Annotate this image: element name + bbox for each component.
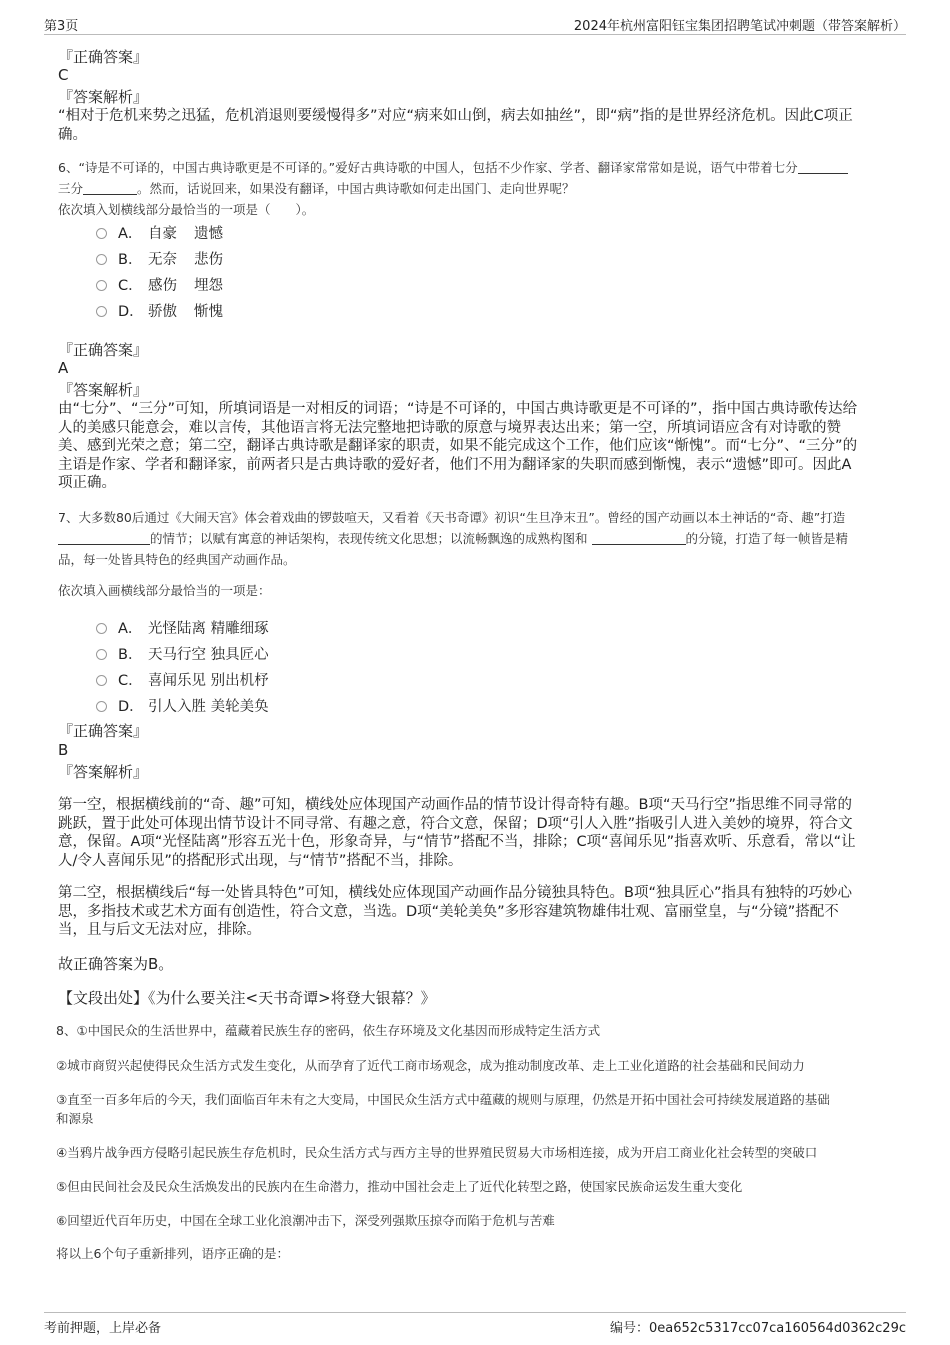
q8-item: ⑥回望近代百年历史，中国在全球工业化浪潮冲击下，深受列强欺压掠夺而陷于危机与苦难 [56,1213,555,1228]
q7-answer-label: 『正确答案』 [58,722,149,740]
q7-analysis-line: 人/令人喜闻乐见”的搭配形式出现，与“情节”搭配不当，排除。 [58,852,463,869]
q7-analysis-label: 『答案解析』 [58,763,149,781]
q7-source-label: 【文段出处】 [58,989,149,1007]
document-code: 编号：0ea652c5317cc07ca160564d0362c29c [609,1321,906,1336]
q7-stem-line: 的情节；以赋有寓意的神话架构，表现传统文化思想；以流畅飘逸的成熟构图和 [150,531,588,546]
q7-analysis-line: 当，且与后文无法对应，排除。 [58,922,261,939]
q6-analysis-line: 由“七分”、“三分”可知，所填词语是一对相反的词语；“诗是不可译的，中国古典诗歌更是不可译的”，指中国古典诗歌传达给 [58,401,858,417]
q7-stem-line: 的分镜，打造了每一帧皆是精 [685,531,849,546]
q7-source [58,989,436,1008]
q5-analysis-line: “相对于危机来势之迅猛，危机消退则要缓慢得多”对应“病来如山倒，病去如抽丝”，即“病”指的是世界经济危机。因此C项正 [58,108,853,124]
q7-analysis-line: 思，多指技术或艺术方面有创造性，符合文意，当选。D项“美轮美奂”多形容建筑物雄伟壮观、富丽堂皇，与“分镜”搭配不 [58,903,839,920]
q7-option-a[interactable]: A． 光怪陆离 精雕细琢 [96,617,269,637]
radio-icon[interactable] [96,623,107,634]
q5-analysis-label: 『答案解析』 [58,88,149,106]
page-number: 第3页 [44,19,79,34]
q6-prompt: 依次填入划横线部分最恰当的一项是（ ）。 [58,202,315,217]
q7-source-text: 《为什么要关注<天书奇谭>将登大银幕？》 [148,989,436,1007]
q8-item: 和源泉 [56,1111,94,1126]
q6-stem-line: 6、“诗是不可译的，中国古典诗歌更是不可译的。”爱好古典诗歌的中国人，包括不少作家、学者、翻译家常常如是说，语气中带着七分 [58,160,798,175]
q6-option-c[interactable]: C． 感伤 埋怨 [96,274,223,294]
q6-stem [58,157,848,220]
radio-icon[interactable] [96,254,107,265]
q7-option-c[interactable]: C． 喜闻乐见 别出机杼 [96,669,269,689]
q6-stem-line: 三分 [58,181,84,196]
radio-icon[interactable] [96,306,107,317]
q7-stem-line: 品，每一处皆具特色的经典国产动画作品。 [58,552,296,567]
q6-option-d[interactable]: D． 骄傲 惭愧 [96,300,223,320]
q7-option-b[interactable]: B． 天马行空 独具匠心 [96,643,269,663]
radio-icon[interactable] [96,280,107,291]
q6-analysis-line: 人的美感只能意会，难以言传，其他语言将无法完整地把诗歌的原意与境界表达出来；第一空，所填词语应含有对诗歌的赞 [58,419,841,436]
q6-analysis-line: 主语是作家、学者和翻译家，前两者只是古典诗歌的爱好者，他们不用为翻译家的失职而感到惭愧，表示“遗憾”即可。因此A [58,456,852,473]
radio-icon[interactable] [96,649,107,660]
q5-analysis-line: 确。 [58,126,87,143]
q7-prompt: 依次填入画横线部分最恰当的一项是： [58,583,271,598]
q8-item: ②城市商贸兴起使得民众生活方式发生变化，从而孕育了近代工商市场观念，成为推动制度改革、走上工业化道路的社会基础和民间动力 [56,1058,805,1073]
q5-analysis [58,107,853,144]
q6-answer-label: 『正确答案』 [58,341,149,359]
q5-answer: C [58,66,69,84]
q7-option-d[interactable]: D． 引人入胜 美轮美奂 [96,695,269,715]
q7-answer: B [58,741,69,759]
q8-item: ⑤但由民间社会及民众生活焕发出的民族内在生命潜力，推动中国社会走上了近代化转型之路，使国家民族命运发生重大变化 [56,1179,743,1194]
q7-blank-2 [592,530,686,545]
q6-stem-line: 。然而，话说回来，如果没有翻译，中国古典诗歌如何走出国门、走向世界呢？ [137,181,575,196]
q6-analysis-label: 『答案解析』 [58,381,149,399]
q7-analysis-para2 [58,884,852,940]
q7-analysis-line: 意，保留。A项“光怪陆离”形容五光十色，形象奇异，与“情节”搭配不当，排除；C项“喜闻乐见”指喜欢听、乐意看，常以“让 [58,834,856,851]
q7-analysis-line: 第二空，根据横线后“每一处皆具特色”可知，横线处应体现国产动画作品分镜独具特色。B项“独具匠心”指具有独特的巧妙心 [58,885,852,901]
radio-icon[interactable] [96,228,107,239]
radio-icon[interactable] [96,701,107,712]
q8-item: 8、①中国民众的生活世界中，蕴藏着民族生存的密码，依生存环境及文化基因而形成特定生活方式 [56,1023,601,1038]
q6-option-a[interactable]: A． 自豪 遗憾 [96,222,223,242]
q6-option-b[interactable]: B． 无奈 悲伤 [96,248,223,268]
q6-analysis-line: 美、感到光荣之意；第二空，翻译古典诗歌是翻译家的职责，如果不能完成这个工作，他们应该“惭愧”。而“七分”、“三分”的 [58,438,858,455]
q5-answer-label: 『正确答案』 [58,48,149,66]
page-header [44,14,906,35]
radio-icon[interactable] [96,675,107,686]
document-title: 2024年杭州富阳钰宝集团招聘笔试冲刺题（带答案解析） [573,19,906,34]
q7-blank-1 [58,530,150,545]
q7-conclusion: 故正确答案为B。 [58,955,174,973]
page-footer [44,1312,906,1335]
q6-answer: A [58,359,69,377]
q7-stem [58,507,848,570]
q6-analysis-line: 项正确。 [58,475,116,492]
q7-stem-line: 7、大多数80后通过《大闹天宫》体会着戏曲的锣鼓喧天，又看着《天书奇谭》初识“生旦净末丑”。曾经的国产动画以本土神话的“奇、趣”打造 [58,510,846,525]
q8-item: ④当鸦片战争西方侵略引起民族生存危机时，民众生活方式与西方主导的世界殖民贸易大市场相连接，成为开启工商业化社会转型的突破口 [56,1145,818,1160]
q6-analysis [58,400,857,493]
footer-slogan: 考前押题，上岸必备 [44,1321,162,1336]
q7-analysis-para1 [58,796,856,870]
q7-analysis-line: 第一空，根据横线前的“奇、趣”可知，横线处应体现国产动画作品的情节设计得奇特有趣。B项“天马行空”指思维不同寻常的 [58,797,852,813]
q8-item: ③直至一百多年后的今天，我们面临百年未有之大变局，中国民众生活方式中蕴藏的规则与原理，仍然是开拓中国社会可持续发展道路的基础 [56,1092,830,1107]
q7-analysis-line: 跳跃，置于此处可体现出情节设计不同寻常、有趣之意，符合文意，保留；D项“引人入胜”指吸引人进入美妙的境界，符合文 [58,815,853,832]
q6-blank-1 [798,159,848,174]
q6-blank-2 [83,180,137,195]
q8-prompt: 将以上6个句子重新排列，语序正确的是： [56,1246,289,1261]
